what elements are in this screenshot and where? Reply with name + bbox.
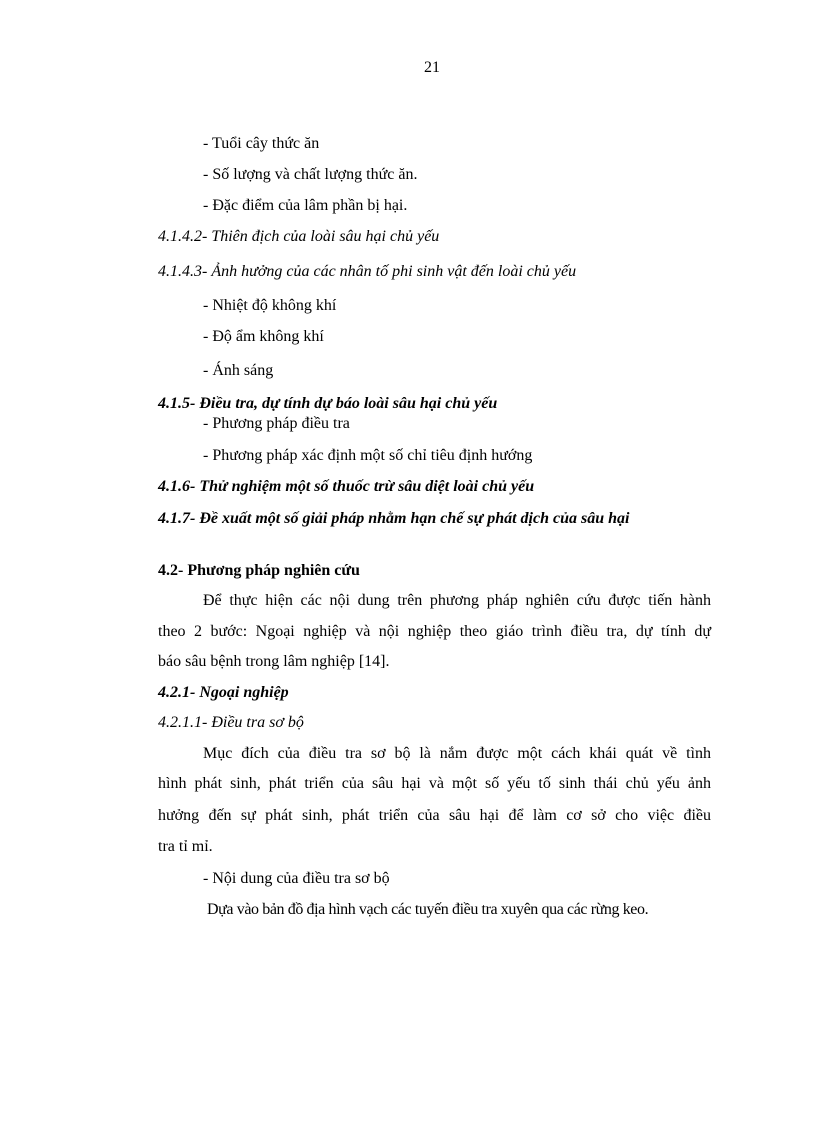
list-item: - Phương pháp xác định một số chỉ tiêu định hướng [203, 447, 533, 464]
paragraph-line: Để thực hiện các nội dung trên phương pháp nghiên cứu được tiến hành [203, 592, 711, 609]
list-item: - Độ ẩm không khí [203, 328, 324, 345]
heading-4-1-4-2: 4.1.4.2- Thiên địch của loài sâu hại chủ yếu [158, 228, 440, 245]
list-item: - Nhiệt độ không khí [203, 297, 337, 314]
list-item: - Nội dung của điều tra sơ bộ [203, 870, 390, 887]
heading-4-1-5: 4.1.5- Điều tra, dự tính dự báo loài sâu hại chủ yếu [158, 395, 498, 412]
heading-4-1-6: 4.1.6- Thử nghiệm một số thuốc trừ sâu diệt loài chủ yếu [158, 478, 535, 495]
paragraph-line: hình phát sinh, phát triển của sâu hại và một số yếu tố sinh thái chủ yếu ảnh [158, 775, 711, 792]
closing-line: Dựa vào bản đồ địa hình vạch các tuyến điều tra xuyên qua các rừng keo. [207, 901, 649, 918]
page-number: 21 [424, 59, 440, 76]
list-item: - Phương pháp điều tra [203, 415, 350, 432]
paragraph-line: tra tỉ mỉ. [158, 838, 213, 855]
heading-4-2-1: 4.2.1- Ngoại nghiệp [158, 684, 289, 701]
list-item: - Số lượng và chất lượng thức ăn. [203, 166, 418, 183]
paragraph-line: hưởng đến sự phát sinh, phát triển của sâu hại để làm cơ sở cho việc điều [158, 807, 711, 824]
heading-4-1-7: 4.1.7- Đề xuất một số giải pháp nhằm hạn chế sự phát dịch của sâu hại [158, 510, 630, 527]
paragraph-line: báo sâu bệnh trong lâm nghiệp [14]. [158, 653, 390, 670]
list-item: - Tuổi cây thức ăn [203, 135, 320, 152]
heading-4-2: 4.2- Phương pháp nghiên cứu [158, 562, 360, 579]
list-item: - Ánh sáng [203, 362, 274, 379]
paragraph-line: Mục đích của điều tra sơ bộ là nắm được một cách khái quát về tình [203, 745, 711, 762]
heading-4-1-4-3: 4.1.4.3- Ảnh hưởng của các nhân tố phi sinh vật đến loài chủ yếu [158, 263, 577, 280]
paragraph-line: theo 2 bước: Ngoại nghiệp và nội nghiệp theo giáo trình điều tra, dự tính dự [158, 623, 711, 640]
heading-4-2-1-1: 4.2.1.1- Điều tra sơ bộ [158, 714, 304, 731]
list-item: - Đặc điểm của lâm phần bị hại. [203, 197, 408, 214]
